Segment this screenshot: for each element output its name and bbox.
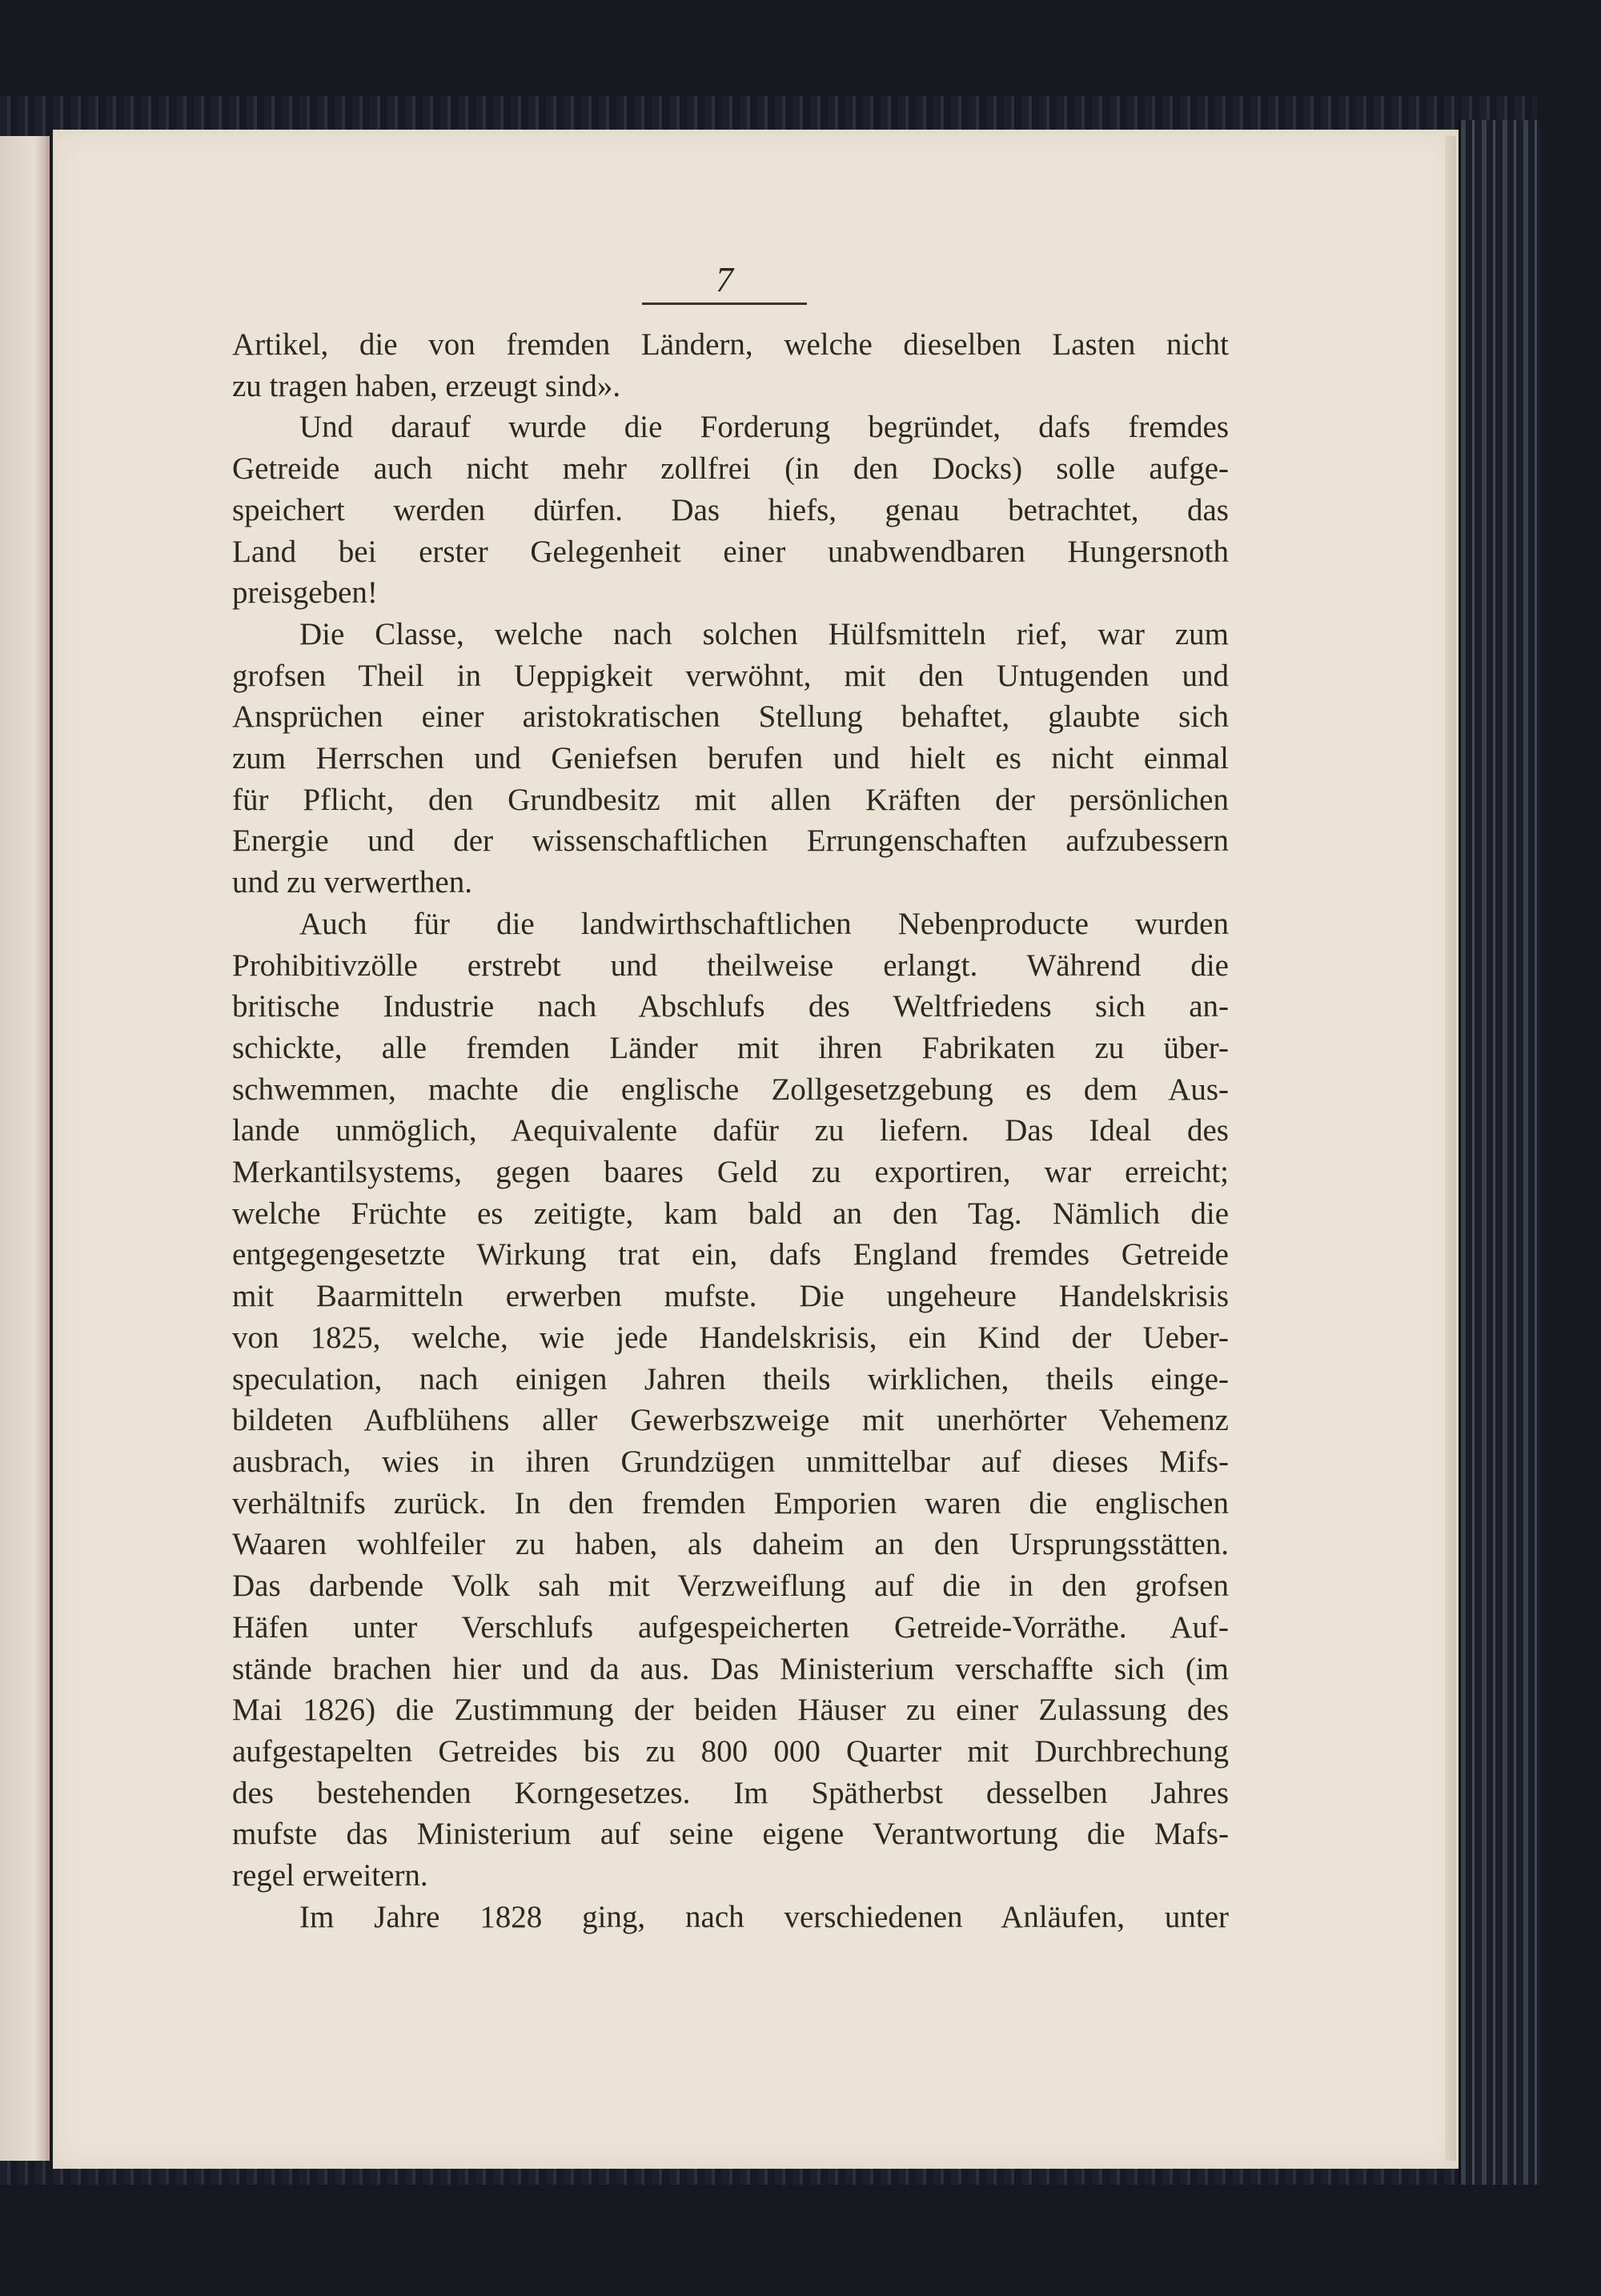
text-line: Auch für die landwirthschaftlichen Nebenproducte wurden <box>299 906 1229 941</box>
text-line: regel erweitern. <box>232 1858 428 1893</box>
page-stack-edge <box>1445 136 1456 2161</box>
text-line: ausbrach, wies in ihren Grundzügen unmittelbar auf dieses Mifs- <box>232 1444 1229 1479</box>
facing-page-edge <box>0 136 50 2161</box>
text-line: Energie und der wissenschaftlichen Errungenschaften aufzubessern <box>232 823 1229 859</box>
text-line: Land bei erster Gelegenheit einer unabwendbaren Hungersnoth <box>232 534 1229 569</box>
text-line: Und darauf wurde die Forderung begründet, dafs fremdes <box>299 410 1229 445</box>
gutter-line <box>46 136 50 2161</box>
text-line: lande unmöglich, Aequivalente dafür zu liefern. Das Ideal des <box>232 1113 1229 1148</box>
text-line: Das darbende Volk sah mit Verzweiflung auf die in den grofsen <box>232 1569 1229 1604</box>
text-line: speculation, nach einigen Jahren theils wirklichen, theils einge- <box>232 1361 1229 1396</box>
text-line: mufste das Ministerium auf seine eigene Verantwortung die Mafs- <box>232 1817 1229 1852</box>
text-line: Merkantilsystems, gegen baares Geld zu exportiren, war erreicht; <box>232 1155 1229 1190</box>
text-line: aufgestapelten Getreides bis zu 800 000 Quarter mit Durchbrechung <box>232 1733 1229 1769</box>
text-line: schickte, alle fremden Länder mit ihren Fabrikaten zu über- <box>232 1030 1229 1065</box>
text-line: Mai 1826) die Zustimmung der beiden Häuser zu einer Zulassung des <box>232 1693 1229 1728</box>
text-line: des bestehenden Korngesetzes. Im Spätherbst desselben Jahres <box>232 1775 1229 1810</box>
text-line: welche Früchte es zeitigte, kam bald an den Tag. Nämlich die <box>232 1196 1229 1231</box>
book-cover-edge <box>1459 120 1541 2185</box>
text-line: bildeten Aufblühens aller Gewerbszweige mit unerhörter Vehemenz <box>232 1403 1229 1438</box>
text-line: entgegengesetzte Wirkung trat ein, dafs England fremdes Getreide <box>232 1237 1229 1272</box>
text-line: preisgeben! <box>232 575 378 611</box>
body-text <box>232 324 1229 1937</box>
text-line: Artikel, die von fremden Ländern, welche dieselben Lasten nicht <box>232 327 1229 362</box>
text-line: mit Baarmitteln erwerben mufste. Die ungeheure Handelskrisis <box>232 1279 1229 1314</box>
text-line: und zu verwerthen. <box>232 865 472 900</box>
text-line: von 1825, welche, wie jede Handelskrisis, ein Kind der Ueber- <box>232 1320 1229 1355</box>
text-line: Prohibitivzölle erstrebt und theilweise erlangt. Während die <box>232 948 1229 983</box>
text-line: Ansprüchen einer aristokratischen Stellung behaftet, glaubte sich <box>232 699 1229 735</box>
text-line: speichert werden dürfen. Das hiefs, genau betrachtet, das <box>232 492 1229 527</box>
text-line: schwemmen, machte die englische Zollgesetzgebung es dem Aus- <box>232 1072 1229 1107</box>
text-line: Häfen unter Verschlufs aufgespeicherten Getreide-Vorräthe. Auf- <box>232 1609 1229 1645</box>
text-line: Die Classe, welche nach solchen Hülfsmitteln rief, war zum <box>299 616 1229 651</box>
text-line: britische Industrie nach Abschlufs des Weltfriedens sich an- <box>232 989 1229 1024</box>
text-line: stände brachen hier und da aus. Das Ministerium verschaffte sich (im <box>232 1651 1229 1686</box>
text-line: verhältnifs zurück. In den fremden Emporien waren die englischen <box>232 1485 1229 1521</box>
text-line: zum Herrschen und Geniefsen berufen und hielt es nicht einmal <box>232 741 1229 776</box>
text-line: Waaren wohlfeiler zu haben, als daheim an den Ursprungsstätten. <box>232 1527 1229 1562</box>
text-line: grofsen Theil in Ueppigkeit verwöhnt, mit den Untugenden und <box>232 658 1229 693</box>
header-rule <box>642 303 807 305</box>
text-line: Im Jahre 1828 ging, nach verschiedenen Anläufen, unter <box>299 1899 1229 1934</box>
text-line: Getreide auch nicht mehr zollfrei (in den Docks) solle aufge- <box>232 451 1229 487</box>
text-line: zu tragen haben, erzeugt sind». <box>232 368 621 403</box>
text-line: für Pflicht, den Grundbesitz mit allen Kräften der persönlichen <box>232 782 1229 817</box>
page-number: 7 <box>716 260 733 299</box>
